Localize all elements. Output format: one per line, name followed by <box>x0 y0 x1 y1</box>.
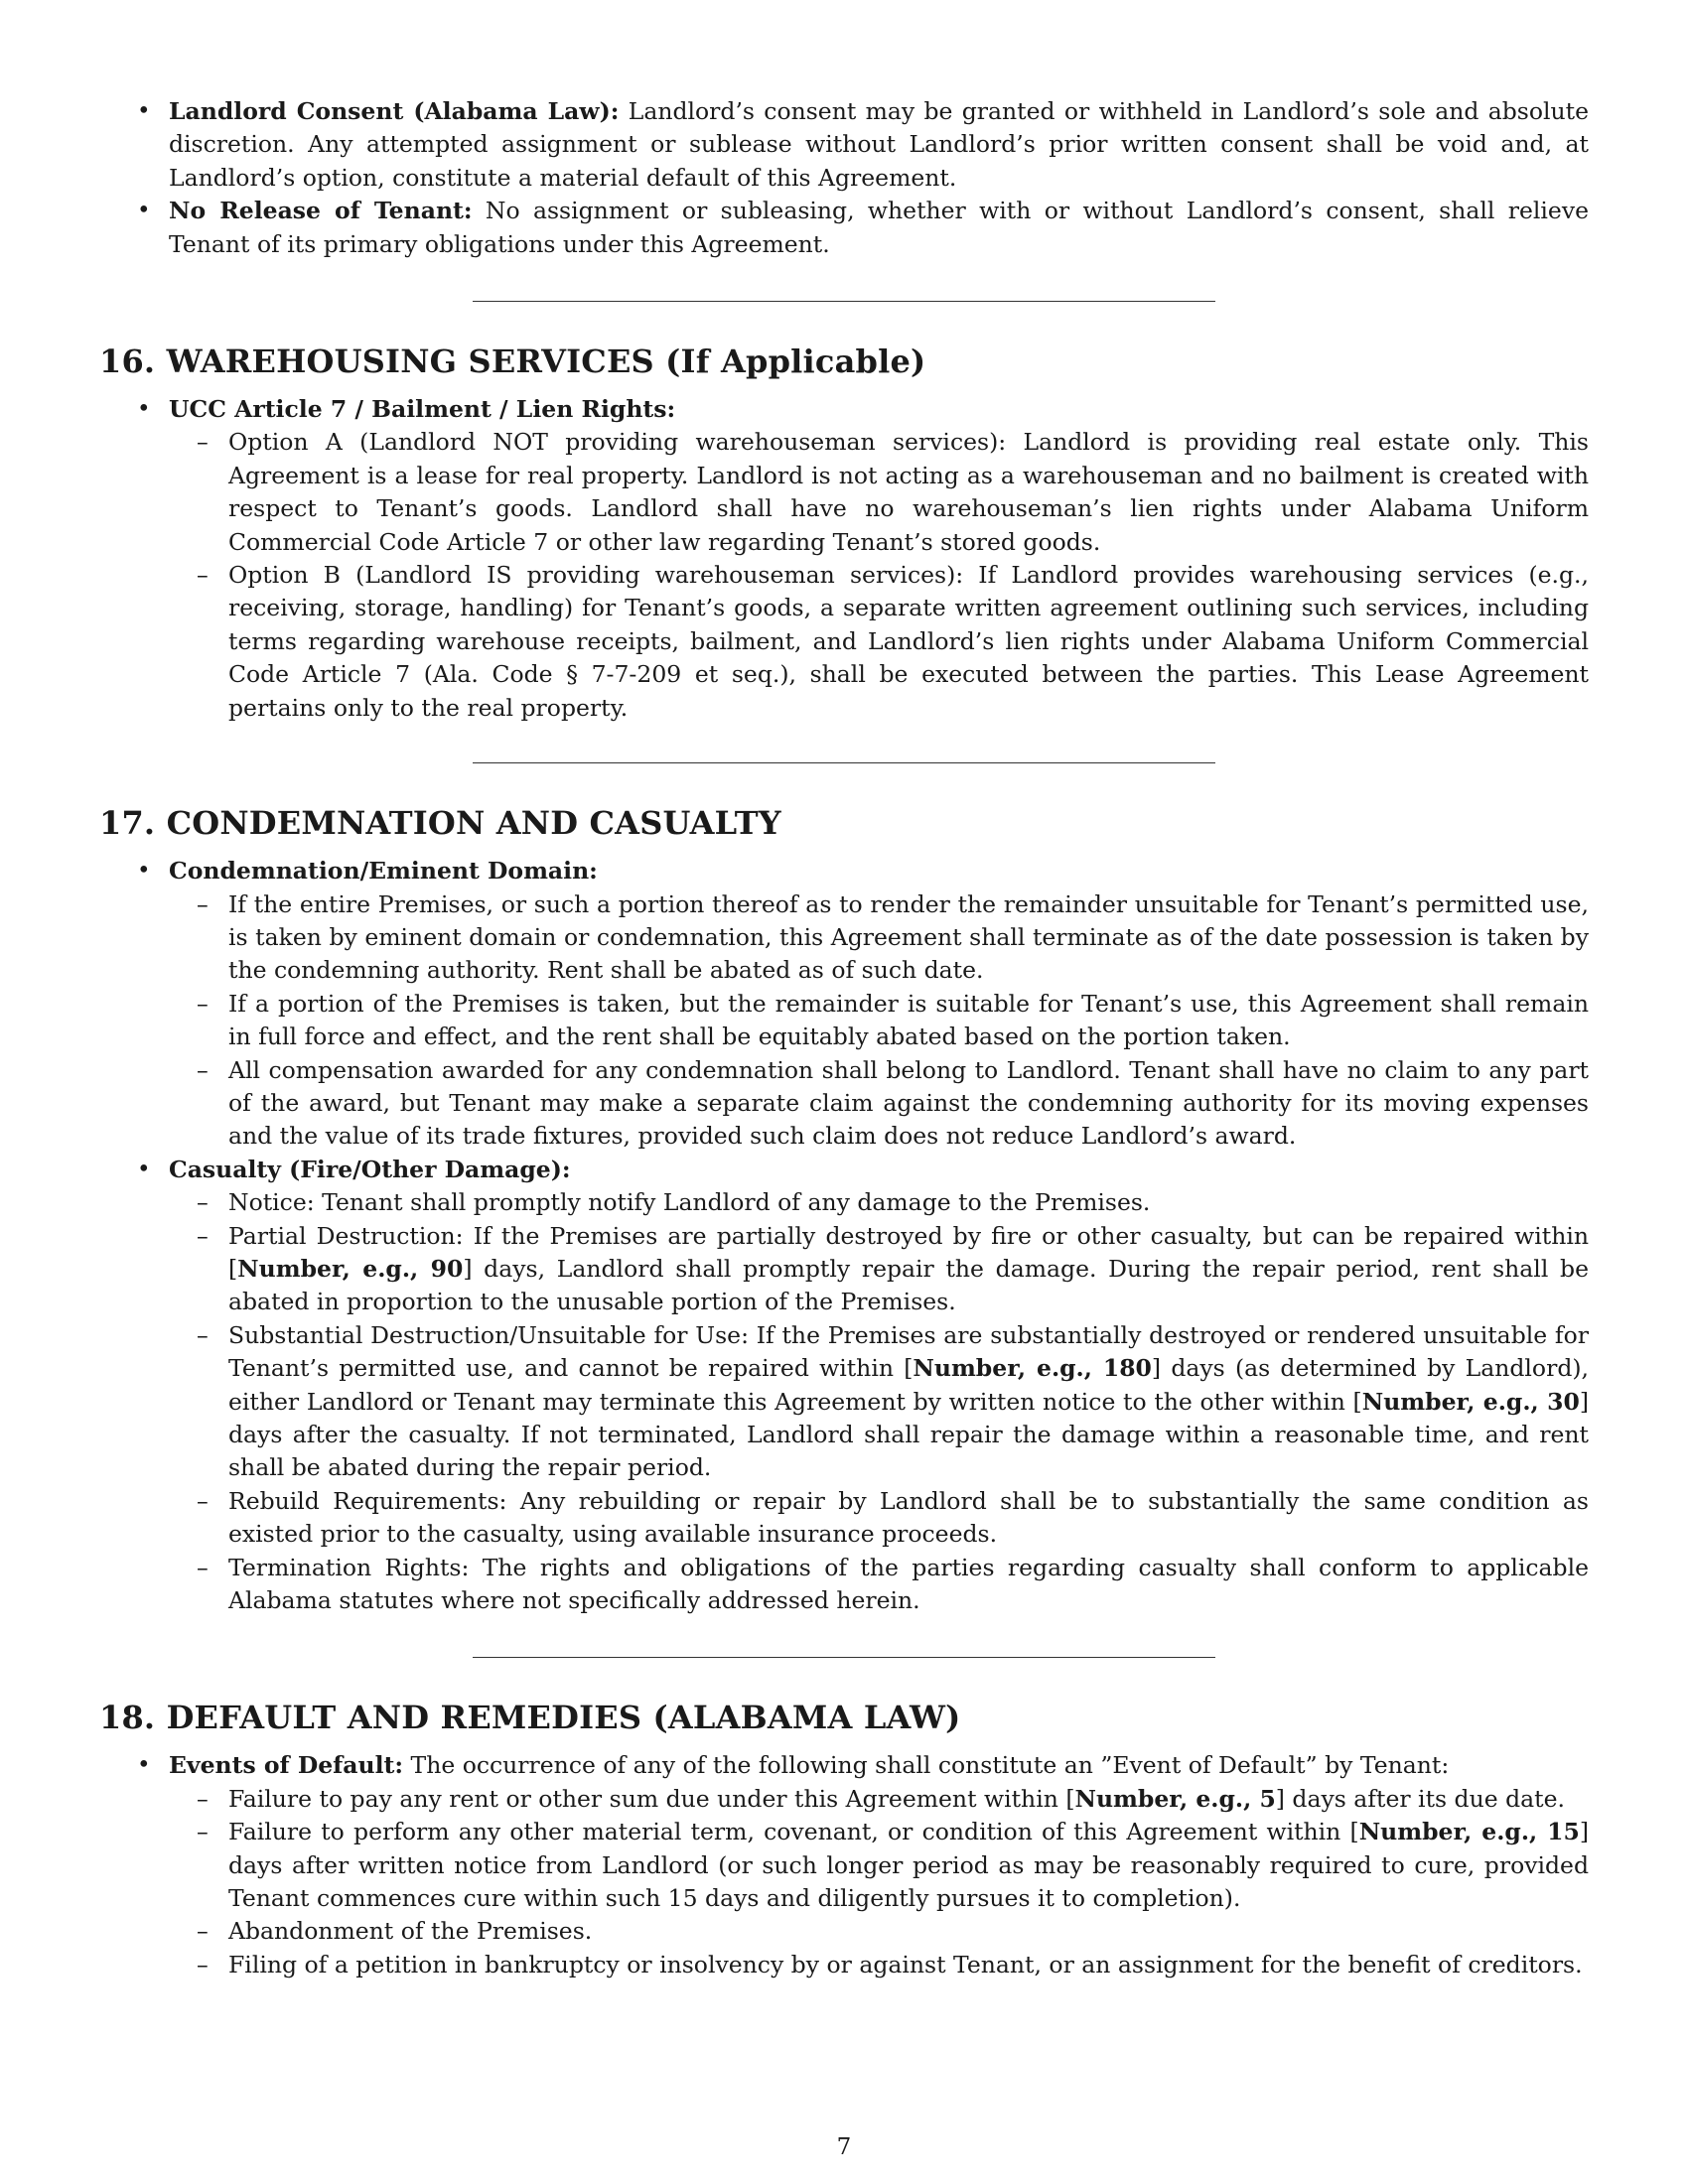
sub-item: – Rebuild Requirements: Any rebuilding or repair by Landlord shall be to substantially the same condition as existed prior to the casualty, using available insurance proceeds. <box>169 1485 1589 1552</box>
sub-item: – Partial Destruction: If the Premises are partially destroyed by fire or other casualty, but can be repaired within [Number, e.g., 90] days, Landlord shall promptly repair the damage. During the repair period, rent shall be abated in proportion to the unusable portion of the Premises. <box>169 1220 1589 1319</box>
item-label: Events of Default: <box>169 1751 404 1780</box>
item-label: Condemnation/Eminent Domain: <box>169 857 598 886</box>
section-18-list <box>99 1749 1589 1981</box>
section-divider <box>473 301 1215 302</box>
sub-item: – Termination Rights: The rights and obligations of the parties regarding casualty shall conform to applicable Alabama statutes where not specifically addressed herein. <box>169 1552 1589 1618</box>
sub-item: – If the entire Premises, or such a portion thereof as to render the remainder unsuitable for Tenant’s permitted use, is taken by eminent domain or condemnation, this Agreement shall terminate as of the date possession is taken by the condemning authority. Rent shall be abated as of such date. <box>169 888 1589 988</box>
placeholder-value: Number, e.g., 30 <box>1361 1387 1580 1416</box>
placeholder-value: Number, e.g., 15 <box>1358 1818 1580 1846</box>
item-text: Landlord’s consent may be granted or withheld in Landlord’s sole and absolute discretion. Any attempted assignment or sublease without Landlord’s prior written consent shall be void and, at Landlord’s option, constitute a material default of this Agreement. <box>169 97 1589 192</box>
sub-item: – Abandonment of the Premises. <box>169 1915 1589 1948</box>
section-heading-17: 17. CONDEMNATION AND CASUALTY <box>99 804 781 843</box>
section-divider <box>473 1657 1215 1658</box>
sub-list <box>169 888 1589 1154</box>
sub-item: – Option A (Landlord NOT providing warehouseman services): Landlord is providing real estate only. This Agreement is a lease for real property. Landlord is not acting as a warehouseman and no bailment is created with respect to Tenant’s goods. Landlord shall have no warehouseman’s lien rights under Alabama Uniform Commercial Code Article 7 or other law regarding Tenant’s stored goods. <box>169 426 1589 559</box>
sub-item: – Notice: Tenant shall promptly notify Landlord of any damage to the Premises. <box>169 1186 1589 1219</box>
sub-item: – Failure to perform any other material term, covenant, or condition of this Agreement within [Number, e.g., 15] days after written notice from Landlord (or such longer period as may be reasonably required to cure, provided Tenant commences cure within such 15 days and diligently pursues it to completion). <box>169 1816 1589 1915</box>
sub-item: – If a portion of the Premises is taken, but the remainder is suitable for Tenant’s use, this Agreement shall remain in full force and effect, and the rent shall be equitably abated based on the portion taken. <box>169 988 1589 1054</box>
sub-list <box>169 1186 1589 1617</box>
list-item <box>99 95 1589 195</box>
list-item <box>99 1154 1589 1618</box>
document-page <box>99 95 1589 1981</box>
list-item <box>99 195 1589 261</box>
item-label: Landlord Consent (Alabama Law): <box>169 97 620 125</box>
item-text: The occurrence of any of the following shall constitute an ”Event of Default” by Tenant: <box>403 1751 1450 1780</box>
section-heading-18: 18. DEFAULT AND REMEDIES (ALABAMA LAW) <box>99 1699 961 1737</box>
placeholder-value: Number, e.g., 180 <box>913 1354 1152 1383</box>
list-item <box>99 855 1589 1154</box>
sub-item: – Option B (Landlord IS providing warehouseman services): If Landlord provides warehousing services (e.g., receiving, storage, handling) for Tenant’s goods, a separate written agreement outlining such services, including terms regarding warehouse receipts, bailment, and Landlord’s lien rights under Alabama Uniform Commercial Code Article 7 (Ala. Code § 7-7-209 et seq.), shall be executed between the parties. This Lease Agreement pertains only to the real property. <box>169 559 1589 725</box>
sub-list <box>169 1783 1589 1981</box>
sub-item: – Failure to pay any rent or other sum due under this Agreement within [Number, e.g., 5] days after its due date. <box>169 1783 1589 1816</box>
section-heading-16: 16. WAREHOUSING SERVICES (If Applicable) <box>99 342 926 381</box>
sub-item: – Substantial Destruction/Unsuitable for Use: If the Premises are substantially destroyed or rendered unsuitable for Tenant’s permitted use, and cannot be repaired within [Number, e.g., 180] days (as determined by Landlord), either Landlord or Tenant may terminate this Agreement by written notice to the other within [Number, e.g., 30] days after the casualty. If not terminated, Landlord shall repair the damage within a reasonable time, and rent shall be abated during the repair period. <box>169 1319 1589 1485</box>
placeholder-value: Number, e.g., 90 <box>237 1254 464 1283</box>
page-number: 7 <box>836 2134 852 2160</box>
assignment-list <box>99 95 1589 261</box>
placeholder-value: Number, e.g., 5 <box>1074 1784 1276 1813</box>
section-17-list <box>99 855 1589 1617</box>
sub-list <box>169 426 1589 725</box>
sub-item: – All compensation awarded for any condemnation shall belong to Landlord. Tenant shall have no claim to any part of the award, but Tenant may make a separate claim against the condemning authority for its moving expenses and the value of its trade fixtures, provided such claim does not reduce Landlord’s award. <box>169 1054 1589 1154</box>
item-label: UCC Article 7 / Bailment / Lien Rights: <box>169 395 676 424</box>
item-label: Casualty (Fire/Other Damage): <box>169 1155 571 1183</box>
section-16-list <box>99 393 1589 725</box>
item-text: No assignment or subleasing, whether with or without Landlord’s consent, shall relieve Tenant of its primary obligations under this Agreement. <box>169 197 1590 258</box>
sub-item: – Filing of a petition in bankruptcy or insolvency by or against Tenant, or an assignment for the benefit of creditors. <box>169 1949 1589 1981</box>
section-divider <box>473 762 1215 763</box>
list-item <box>99 1749 1589 1981</box>
list-item <box>99 393 1589 725</box>
item-label: No Release of Tenant: <box>169 197 473 225</box>
